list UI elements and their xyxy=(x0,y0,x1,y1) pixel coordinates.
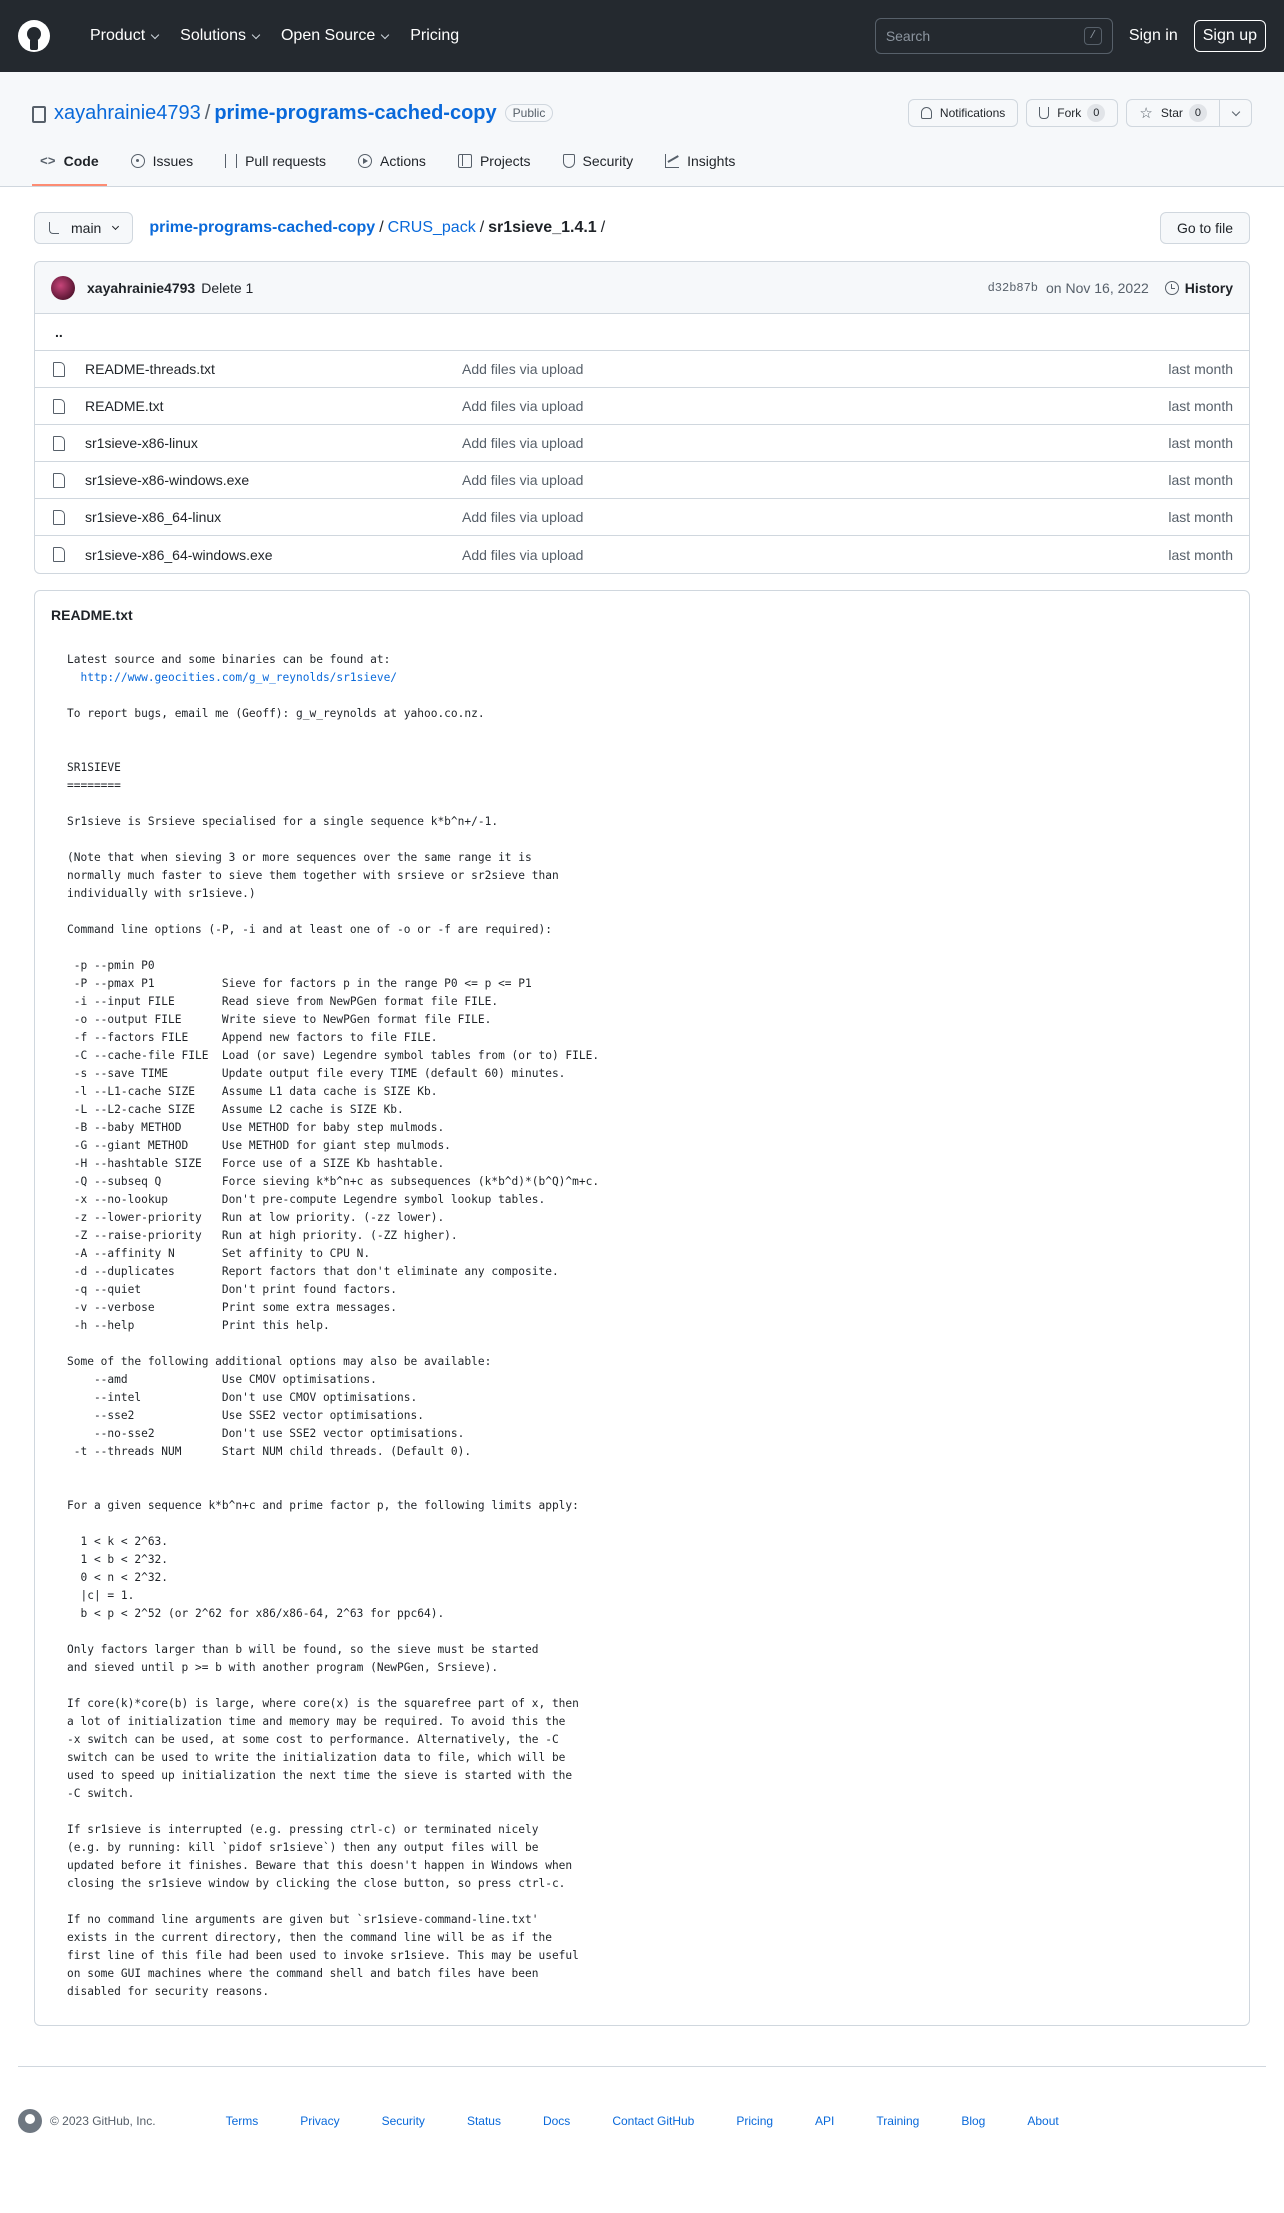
breadcrumb-repo-link[interactable]: prime-programs-cached-copy xyxy=(149,219,376,236)
table-row xyxy=(35,351,1249,388)
readme-content xyxy=(51,651,1233,2001)
file-icon xyxy=(53,399,65,414)
footer-link-terms[interactable]: Terms xyxy=(225,2114,259,2128)
file-commit-link[interactable]: Add files via upload xyxy=(462,509,584,525)
repo-tabs xyxy=(32,134,1252,186)
actions-icon xyxy=(358,154,372,168)
slash-key-hint: / xyxy=(1084,27,1102,45)
breadcrumb-separator: / xyxy=(600,219,606,236)
branch-select-button[interactable]: main xyxy=(34,212,133,244)
file-age: last month xyxy=(1168,509,1233,525)
table-row xyxy=(35,425,1249,462)
file-age: last month xyxy=(1168,435,1233,451)
footer-link-about[interactable]: About xyxy=(1027,2114,1059,2128)
file-age: last month xyxy=(1168,361,1233,377)
tab-pull-requests[interactable]: Pull requests xyxy=(217,138,334,186)
footer-link-training[interactable]: Training xyxy=(876,2114,920,2128)
tab-actions[interactable]: Actions xyxy=(350,138,434,186)
chevron-down-icon xyxy=(252,30,260,38)
footer-link-privacy[interactable]: Privacy xyxy=(300,2114,340,2128)
breadcrumb-separator: / xyxy=(479,219,485,236)
star-icon: ☆ xyxy=(1139,104,1153,122)
visibility-badge: Public xyxy=(505,104,554,122)
file-icon xyxy=(53,510,65,525)
readme-intro: Latest source and some binaries can be found at: xyxy=(67,653,391,666)
chevron-down-icon xyxy=(1231,107,1239,115)
breadcrumb-current: sr1sieve_1.4.1 xyxy=(488,219,597,236)
star-dropdown-button[interactable] xyxy=(1220,99,1252,127)
readme-text: To report bugs, email me (Geoff): g_w_reynolds at yahoo.co.nz. SR1SIEVE ======== Sr1sieve is Srsieve specialised for a single sequence k*b^n+/-1. (Note that when sieving 3 or more sequences over the same range it is normally much faster to sieve them together with srsieve or sr2sieve than individually with sr1sieve.) Command line options (-P, -i and at least one of -o or -f are required): -p --pmin P0 -P --pmax P1 Sieve for factors p in the range P0 <= p <= P1 -i --input FILE Read sieve from NewPGen format file FILE. -o --output FILE Write sieve to NewPGen format file FILE. -f --factors FILE Append new factors to file FILE. -C --cache-file FILE Load (or save) Legendre symbol tables from (or to) FILE. -s --save TIME Update output file every TIME (default 60) minutes. -l --L1-cache SIZE Assume L1 data cache is SIZE Kb. -L --L2-cache SIZE Assume L2 cache is SIZE Kb. -B --baby METHOD Use METHOD for baby step mulmods. -G --giant METHOD Use METHOD for giant step mulmods. -H --hashtable SIZE Force use of a SIZE Kb hashtable. -Q --subseq Q Force sieving k*b^n+c as subsequences (k*b^d)*(b^Q)^m+c. -x --no-lookup Don't pre-compute Legendre symbol lookup tables. -z --lower-priority Run at low priority. (-zz lower). -Z --raise-priority Run at high priority. (-ZZ higher). -A --affinity N Set affinity to CPU N. -d --duplicates Report factors that don't eliminate any composite. -q --quiet Don't print found factors. -v --verbose Print some extra messages. -h --help Print this help. Some of the following additional options may also be available: --amd Use CMOV optimisations. --intel Don't use CMOV optimisations. --sse2 Use SSE2 vector optimisations. --no-sse2 Don't use SSE2 vector optimisations. -t --threads NUM Start NUM child threads. (Default 0). For a given sequence k*b^n+c and prime factor p, the following limits apply: 1 < k < 2^63. 1 < b < 2^32. 0 < n < 2^32. |c| = 1. b < p < 2^52 (or 2^62 for x86/x86-64, 2^63 for ppc64). Only factors larger than b will be found, so the sieve must be started and sieved until p >= b with another program (NewPGen, Srsieve). If core(k)*core(b) is large, where core(x) is the squarefree part of x, then a lot of initialization time and memory may be required. To avoid this the -x switch can be used, at some cost to performance. Alternatively, the -C switch can be used to write the initialization data to file, which will be used to speed up initialization the next time the sieve is started with the -C switch. If sr1sieve is interrupted (e.g. pressing ctrl-c) or terminated nicely (e.g. by running: kill `pidof sr1sieve`) then any output files will be updated before it finishes. Beware that this doesn't happen in Windows when closing the sr1sieve window by clicking the close button, so press ctrl-c. If no command line arguments are given but `sr1sieve-command-line.txt' exists in the current directory, then the command line will be as if the first line of this file had been used to invoke sr1sieve. This may be useful on some GUI machines where the command shell and batch files have been disabled for security reasons. xyxy=(67,707,600,1998)
branch-icon xyxy=(49,222,59,234)
repo-title-row xyxy=(32,72,1252,134)
footer-link-contact[interactable]: Contact GitHub xyxy=(612,2114,695,2128)
star-group xyxy=(1126,99,1252,127)
file-icon xyxy=(53,473,65,488)
nav-open-source[interactable]: Open Source xyxy=(281,27,388,45)
tab-projects[interactable]: Projects xyxy=(450,138,539,186)
file-name-link[interactable]: sr1sieve-x86-linux xyxy=(85,435,198,451)
path-row xyxy=(34,211,1250,245)
main-content xyxy=(0,187,1284,2026)
top-header xyxy=(0,0,1284,72)
chevron-down-icon xyxy=(151,30,159,38)
sign-up-button[interactable]: Sign up xyxy=(1194,20,1266,52)
header-right xyxy=(875,18,1266,54)
file-name-link[interactable]: sr1sieve-x86-windows.exe xyxy=(85,472,250,488)
footer xyxy=(18,2066,1266,2173)
commit-message[interactable]: Delete 1 xyxy=(201,279,254,296)
tab-issues[interactable]: Issues xyxy=(123,138,201,186)
repo-owner-link[interactable]: xayahrainie4793 xyxy=(54,101,201,124)
file-age: last month xyxy=(1168,472,1233,488)
file-age: last month xyxy=(1168,546,1233,563)
repo-icon xyxy=(32,106,46,123)
chevron-down-icon xyxy=(381,30,389,38)
file-icon xyxy=(53,362,65,377)
table-row xyxy=(35,462,1249,499)
footer-link-blog[interactable]: Blog xyxy=(961,2114,986,2128)
file-commit-link[interactable]: Add files via upload xyxy=(462,398,584,414)
top-nav xyxy=(90,27,481,45)
repo-separator: / xyxy=(204,101,211,124)
footer-link-pricing[interactable]: Pricing xyxy=(736,2114,774,2128)
bell-icon xyxy=(921,107,932,119)
tab-code[interactable]: <> Code xyxy=(32,138,107,186)
table-row xyxy=(35,499,1249,536)
table-row xyxy=(35,388,1249,425)
footer-link-docs[interactable]: Docs xyxy=(542,2114,571,2128)
file-name-link[interactable]: sr1sieve-x86_64-windows.exe xyxy=(85,546,273,563)
history-link[interactable]: History xyxy=(1165,280,1233,296)
tab-security[interactable]: Security xyxy=(555,138,642,186)
clock-icon xyxy=(1165,281,1179,295)
breadcrumb xyxy=(149,219,609,237)
file-icon xyxy=(53,547,65,562)
code-icon: <> xyxy=(40,154,56,169)
table-row xyxy=(35,536,1249,573)
file-name-link[interactable]: sr1sieve-x86_64-linux xyxy=(85,509,222,525)
footer-link-api[interactable]: API xyxy=(815,2114,835,2128)
file-commit-link[interactable]: Add files via upload xyxy=(462,435,584,451)
nav-product[interactable]: Product xyxy=(90,27,158,45)
parent-directory-link[interactable]: .. xyxy=(35,314,1249,351)
search-placeholder: Search xyxy=(885,28,931,44)
file-commit-link[interactable]: Add files via upload xyxy=(462,472,584,488)
latest-commit-row xyxy=(35,262,1249,314)
shield-icon xyxy=(563,154,575,168)
go-to-file-button[interactable]: Go to file xyxy=(1160,212,1250,244)
file-icon xyxy=(53,436,65,451)
repo-name-link[interactable]: prime-programs-cached-copy xyxy=(214,101,497,124)
footer-copyright: © 2023 GitHub, Inc. xyxy=(50,2114,156,2128)
commit-date: on Nov 16, 2022 xyxy=(1046,279,1149,296)
repo-header xyxy=(0,72,1284,187)
github-mark-icon[interactable] xyxy=(18,2109,42,2133)
commit-meta xyxy=(988,280,1233,296)
breadcrumb-folder-link[interactable]: CRUS_pack xyxy=(387,219,476,236)
readme-title: README.txt xyxy=(51,607,133,623)
notifications-button[interactable]: Notifications xyxy=(908,99,1018,127)
fork-count: 0 xyxy=(1087,104,1105,122)
github-logo-icon[interactable] xyxy=(18,20,50,52)
file-commit-link[interactable]: Add files via upload xyxy=(462,361,584,377)
star-button[interactable]: ☆ Star 0 xyxy=(1126,99,1220,127)
repo-actions xyxy=(900,99,1252,127)
breadcrumb-separator: / xyxy=(379,219,384,236)
tab-insights[interactable]: Insights xyxy=(657,138,743,186)
fork-button[interactable]: Fork 0 xyxy=(1026,99,1118,127)
file-list xyxy=(34,261,1250,574)
footer-link-status[interactable]: Status xyxy=(466,2114,501,2128)
commit-hash-link[interactable]: d32b87b xyxy=(987,280,1039,295)
graph-icon xyxy=(665,154,679,168)
projects-icon xyxy=(458,154,472,168)
fork-icon xyxy=(1039,107,1049,119)
nav-solutions[interactable]: Solutions xyxy=(180,27,259,45)
file-age: last month xyxy=(1168,398,1233,414)
sign-in-link[interactable]: Sign in xyxy=(1128,27,1178,44)
file-name-link[interactable]: README.txt xyxy=(85,398,164,414)
file-commit-link[interactable]: Add files via upload xyxy=(462,546,584,563)
footer-link-security[interactable]: Security xyxy=(381,2114,425,2128)
file-name-link[interactable]: README-threads.txt xyxy=(85,361,215,377)
readme-panel xyxy=(34,590,1250,2026)
search-input[interactable] xyxy=(875,18,1113,54)
pull-request-icon xyxy=(225,154,237,168)
issue-icon xyxy=(131,154,145,168)
star-count: 0 xyxy=(1189,104,1207,122)
nav-pricing[interactable]: Pricing xyxy=(410,27,460,44)
avatar[interactable] xyxy=(51,276,75,300)
chevron-down-icon xyxy=(112,223,119,230)
commit-author-link[interactable]: xayahrainie4793 xyxy=(87,279,196,296)
readme-source-link[interactable]: http://www.geocities.com/g_w_reynolds/sr1sieve/ xyxy=(67,671,398,684)
